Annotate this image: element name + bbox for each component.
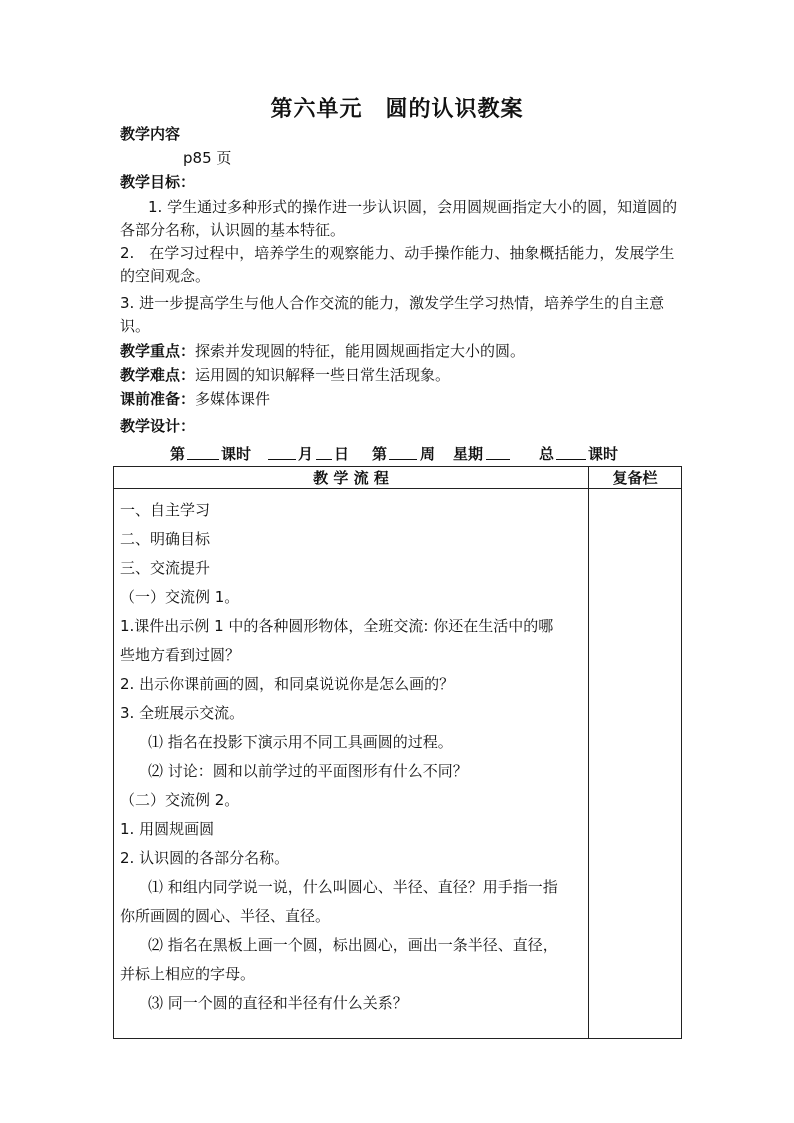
schedule-yue: 月 [298, 445, 314, 463]
flow-line: 你所画圆的圆心、半径、直径。 [120, 907, 331, 925]
flow-line: 1. 用圆规画圆 [120, 820, 215, 838]
content-page: p85 页 [183, 149, 232, 167]
flow-cell [114, 489, 589, 1039]
difficulty-text: 运用圆的知识解释一些日常生活现象。 [195, 366, 451, 384]
difficulty [120, 365, 450, 385]
document-title: 第六单元 圆的认识教案 [270, 97, 524, 122]
schedule-zhou: 周 [420, 445, 436, 463]
schedule-zong: 总 [539, 445, 555, 463]
flow-line: 3. 全班展示交流。 [120, 704, 245, 722]
preparation-text: 多媒体课件 [195, 390, 271, 408]
key-point-text: 探索并发现圆的特征，能用圆规画指定大小的圆。 [195, 342, 526, 360]
flow-column-header: 教 学 流 程 [114, 467, 589, 489]
schedule-blank [268, 443, 296, 460]
preparation [120, 389, 270, 409]
schedule-di: 第 [170, 445, 186, 463]
schedule-keshi2: 课时 [588, 445, 619, 463]
flow-line: （一）交流例 1。 [120, 588, 240, 606]
table-body-row [114, 489, 682, 1039]
review-column-header: 复备栏 [589, 467, 682, 489]
flow-line: ⑶ 同一个圆的直径和半径有什么关系？ [148, 994, 408, 1012]
preparation-label: 课前准备： [120, 390, 196, 408]
flow-line: 三、交流提升 [120, 559, 211, 577]
flow-list [114, 489, 588, 1018]
design-label: 教学设计： [120, 417, 196, 435]
flow-line: 2. 出示你课前画的圆，和同桌说说你是怎么画的？ [120, 675, 455, 693]
flow-line: 1.课件出示例 1 中的各种圆形物体，全班交流: 你还在生活中的哪 [120, 617, 554, 635]
schedule-xingqi: 星期 [453, 445, 484, 463]
flow-line: 2. 认识圆的各部分名称。 [120, 849, 290, 867]
schedule-ri: 日 [334, 445, 350, 463]
schedule-blank [389, 443, 417, 460]
key-point [120, 341, 525, 361]
flow-line: 一、自主学习 [120, 501, 211, 519]
flow-line: ⑴ 指名在投影下演示用不同工具画圆的过程。 [148, 733, 453, 751]
objective-1: 1. 学生通过多种形式的操作进一步认识圆，会用圆规画指定大小的圆，知道圆的各部分名称，认识圆的基本特征。 [120, 198, 678, 239]
schedule-blank [187, 443, 219, 460]
teaching-flow-table [113, 466, 682, 1039]
flow-line: ⑴ 和组内同学说一说，什么叫圆心、半径、直径？用手指一指 [148, 878, 558, 896]
objective-2: 2. 在学习过程中，培养学生的观察能力、动手操作能力、抽象概括能力，发展学生的空间观念。 [120, 244, 675, 285]
schedule-keshi: 课时 [221, 445, 252, 463]
review-cell [589, 489, 682, 1039]
table-header-row [114, 467, 682, 489]
objective-3: 3. 进一步提高学生与他人合作交流的能力，激发学生学习热情，培养学生的自主意识。 [120, 294, 665, 335]
schedule-blank [556, 443, 586, 460]
content-label: 教学内容 [120, 125, 181, 143]
lesson-schedule-line [170, 443, 640, 467]
flow-line: （二）交流例 2。 [120, 791, 240, 809]
difficulty-label: 教学难点： [120, 366, 196, 384]
flow-line: ⑵ 指名在黑板上画一个圆，标出圆心，画出一条半径、直径， [148, 936, 558, 954]
key-point-label: 教学重点： [120, 342, 196, 360]
schedule-blank [316, 443, 332, 460]
objectives-label: 教学目标： [120, 173, 196, 191]
flow-line: 并标上相应的字母。 [120, 965, 256, 983]
flow-line: 二、明确目标 [120, 530, 211, 548]
flow-line: 些地方看到过圆？ [120, 646, 241, 664]
schedule-blank [486, 443, 510, 460]
flow-line: ⑵ 讨论：圆和以前学过的平面图形有什么不同？ [148, 762, 468, 780]
schedule-di2: 第 [372, 445, 388, 463]
